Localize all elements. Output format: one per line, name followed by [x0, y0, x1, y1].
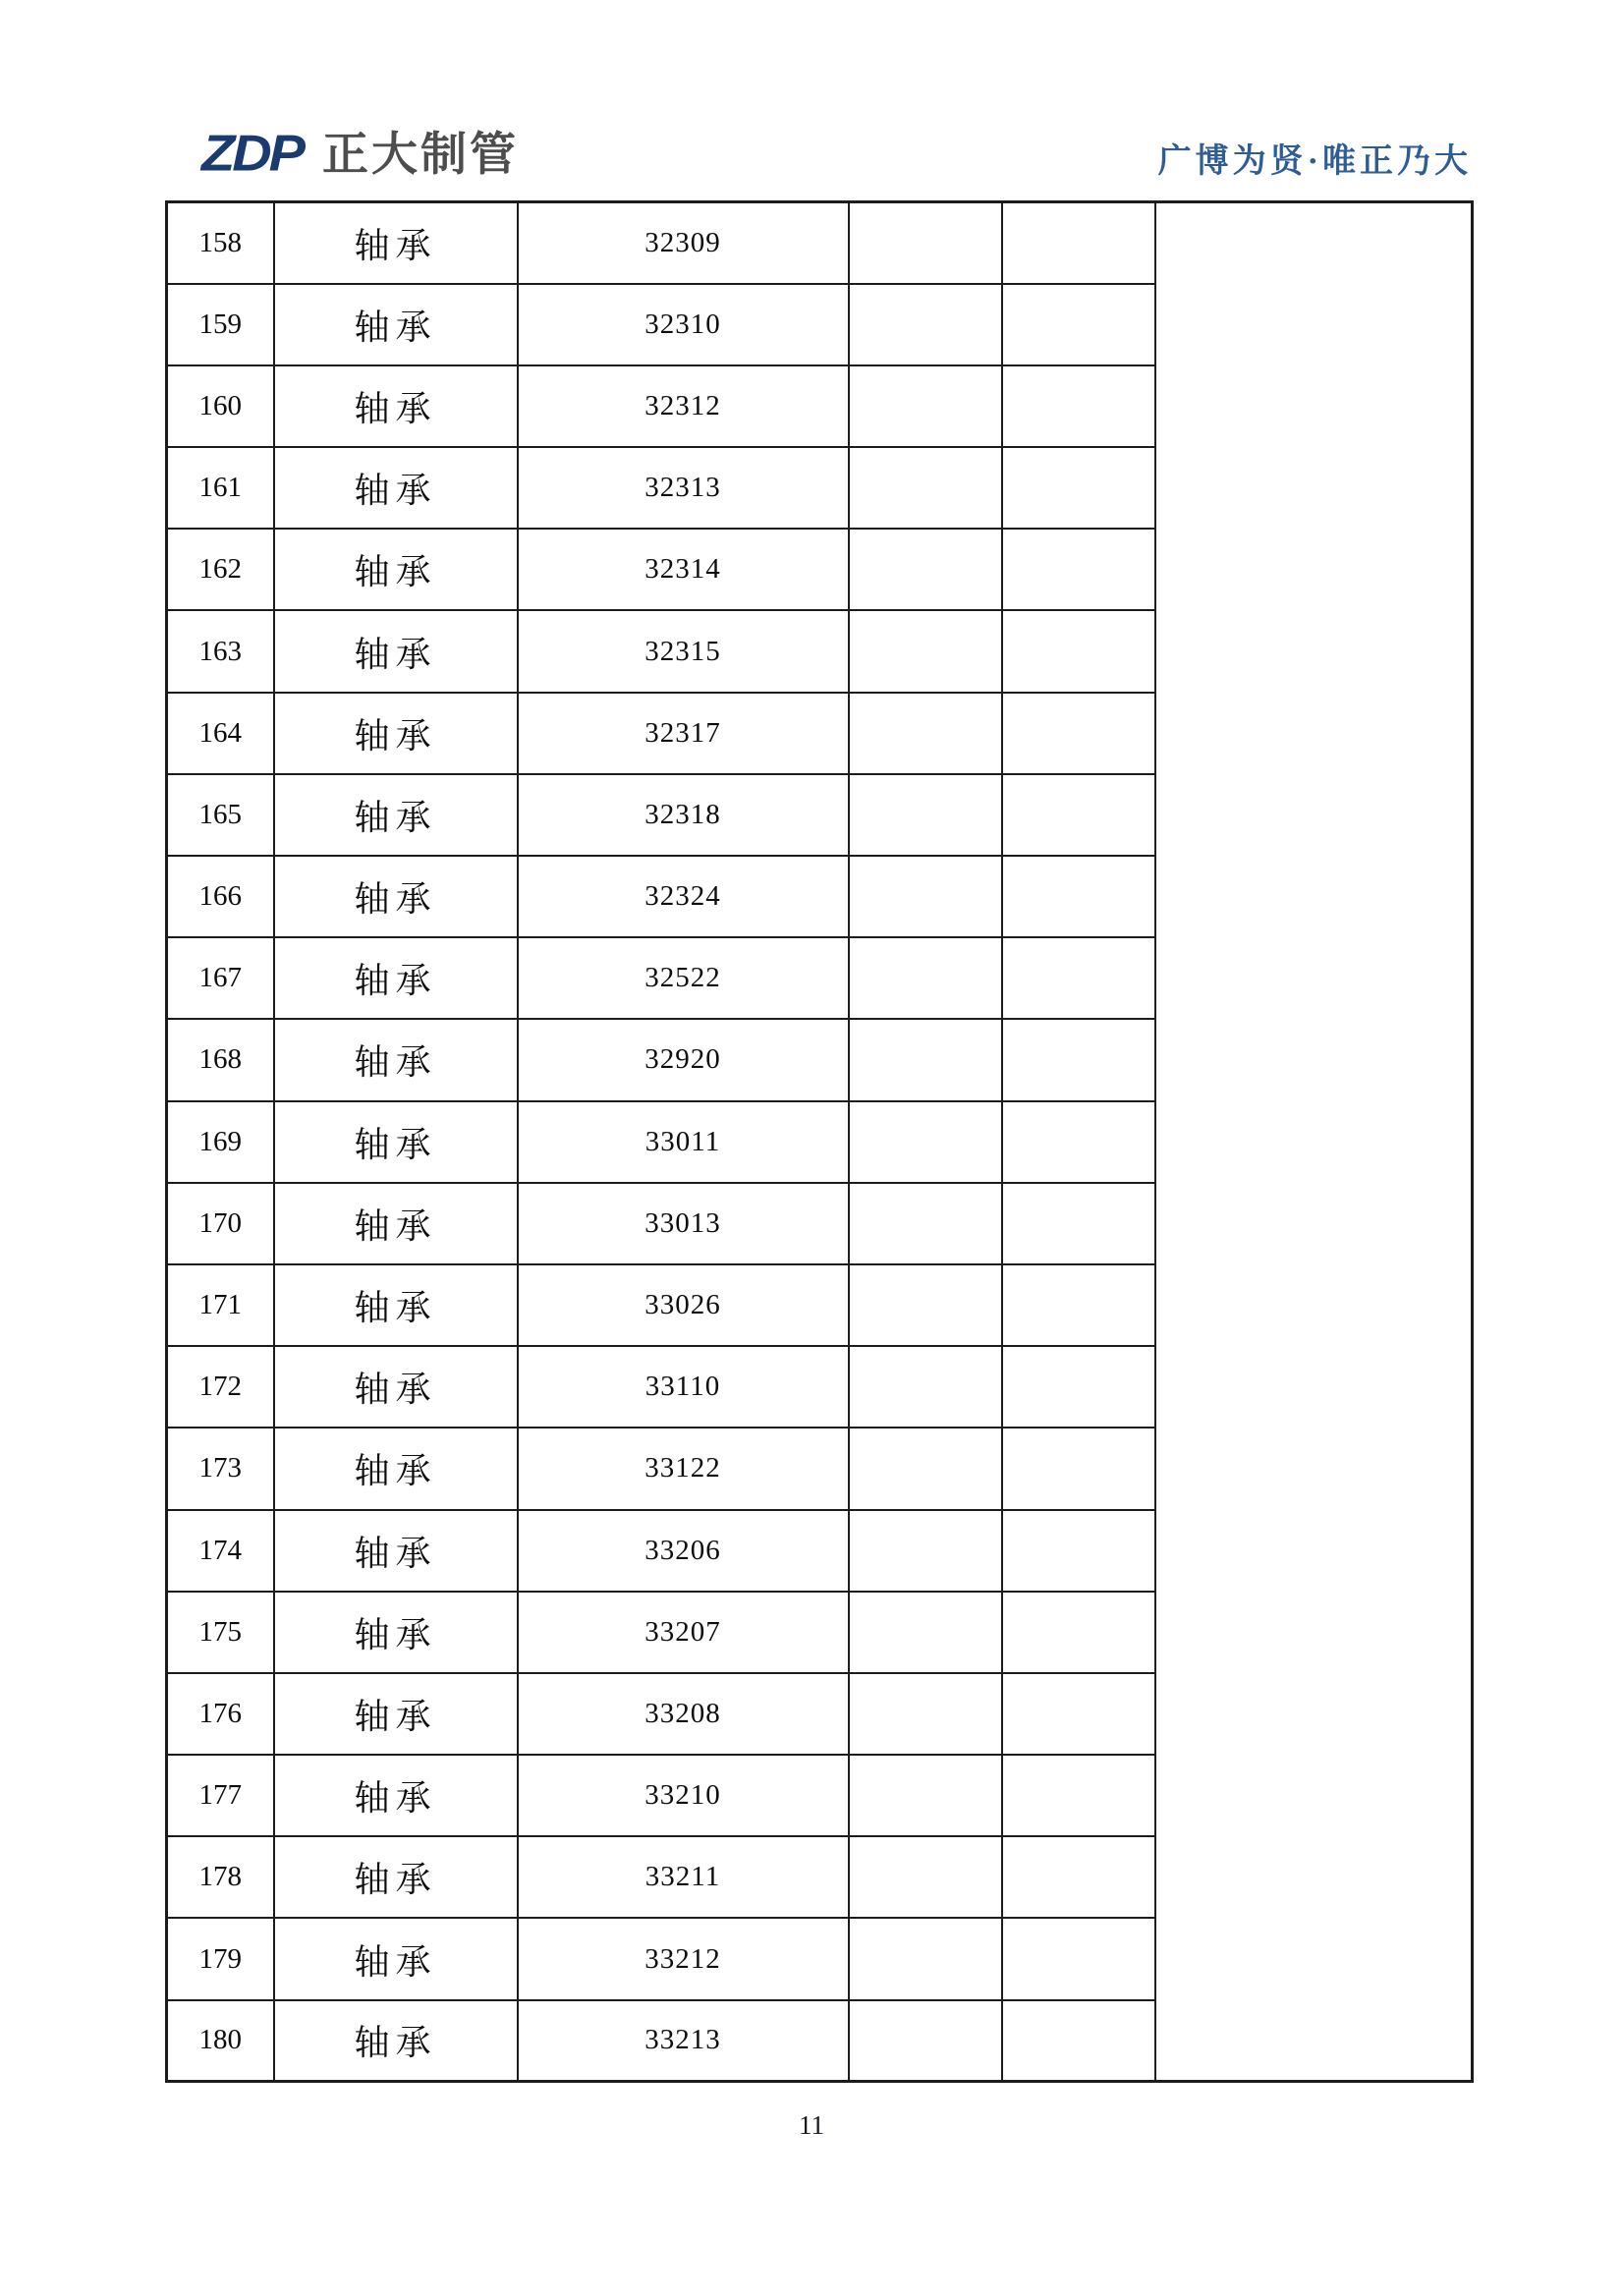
empty-cell-1	[849, 284, 1002, 365]
zdp-logo-icon: ZDP	[201, 124, 303, 182]
company-slogan: 广博为贤·唯正乃大	[1157, 143, 1472, 180]
empty-cell-2	[1002, 1428, 1155, 1509]
model-number-cell: 32313	[518, 447, 849, 529]
empty-cell-1	[849, 1183, 1002, 1264]
empty-cell-1	[849, 1101, 1002, 1183]
empty-cell-1	[849, 202, 1002, 284]
empty-cell-2	[1002, 1918, 1155, 1999]
part-name-cell: 轴承	[274, 447, 518, 529]
row-number-cell: 168	[167, 1019, 274, 1100]
empty-cell-2	[1002, 1346, 1155, 1428]
parts-table-body	[167, 202, 1473, 2082]
model-number-cell: 32522	[518, 937, 849, 1019]
empty-cell-1	[849, 1510, 1002, 1592]
empty-cell-1	[849, 365, 1002, 447]
empty-cell-1	[849, 1346, 1002, 1428]
part-name-cell: 轴承	[274, 2000, 518, 2082]
part-name-cell: 轴承	[274, 1183, 518, 1264]
empty-cell-2	[1002, 1101, 1155, 1183]
row-number-cell: 164	[167, 693, 274, 774]
model-number-cell: 32324	[518, 856, 849, 937]
empty-cell-1	[849, 1755, 1002, 1836]
empty-cell-1	[849, 1264, 1002, 1346]
part-name-cell: 轴承	[274, 693, 518, 774]
row-number-cell: 163	[167, 610, 274, 692]
part-name-cell: 轴承	[274, 1592, 518, 1673]
company-name: 正大制管	[322, 127, 519, 180]
model-number-cell: 33110	[518, 1346, 849, 1428]
model-number-cell: 33210	[518, 1755, 849, 1836]
model-number-cell: 33013	[518, 1183, 849, 1264]
empty-cell-1	[849, 447, 1002, 529]
empty-cell-2	[1002, 529, 1155, 610]
empty-cell-1	[849, 1836, 1002, 1918]
model-number-cell: 32309	[518, 202, 849, 284]
table-row	[167, 202, 1473, 284]
row-number-cell: 160	[167, 365, 274, 447]
empty-cell-2	[1002, 1183, 1155, 1264]
empty-cell-2	[1002, 365, 1155, 447]
empty-cell-2	[1002, 202, 1155, 284]
empty-cell-2	[1002, 610, 1155, 692]
model-number-cell: 32310	[518, 284, 849, 365]
part-name-cell: 轴承	[274, 1510, 518, 1592]
empty-cell-2	[1002, 1510, 1155, 1592]
part-name-cell: 轴承	[274, 1346, 518, 1428]
row-number-cell: 171	[167, 1264, 274, 1346]
empty-cell-1	[849, 937, 1002, 1019]
row-number-cell: 174	[167, 1510, 274, 1592]
row-number-cell: 162	[167, 529, 274, 610]
remarks-merged-cell	[1155, 202, 1473, 2082]
model-number-cell: 33208	[518, 1673, 849, 1755]
empty-cell-2	[1002, 774, 1155, 856]
empty-cell-2	[1002, 937, 1155, 1019]
row-number-cell: 169	[167, 1101, 274, 1183]
part-name-cell: 轴承	[274, 365, 518, 447]
empty-cell-1	[849, 856, 1002, 937]
model-number-cell: 32314	[518, 529, 849, 610]
part-name-cell: 轴承	[274, 1673, 518, 1755]
empty-cell-1	[849, 1918, 1002, 1999]
empty-cell-2	[1002, 1264, 1155, 1346]
part-name-cell: 轴承	[274, 1918, 518, 1999]
row-number-cell: 166	[167, 856, 274, 937]
empty-cell-2	[1002, 1673, 1155, 1755]
model-number-cell: 32317	[518, 693, 849, 774]
part-name-cell: 轴承	[274, 856, 518, 937]
row-number-cell: 173	[167, 1428, 274, 1509]
empty-cell-1	[849, 1019, 1002, 1100]
row-number-cell: 176	[167, 1673, 274, 1755]
row-number-cell: 170	[167, 1183, 274, 1264]
row-number-cell: 178	[167, 1836, 274, 1918]
model-number-cell: 33207	[518, 1592, 849, 1673]
model-number-cell: 33011	[518, 1101, 849, 1183]
empty-cell-2	[1002, 1755, 1155, 1836]
empty-cell-2	[1002, 284, 1155, 365]
part-name-cell: 轴承	[274, 1101, 518, 1183]
empty-cell-1	[849, 1673, 1002, 1755]
part-name-cell: 轴承	[274, 529, 518, 610]
header-logo	[201, 126, 519, 181]
row-number-cell: 167	[167, 937, 274, 1019]
empty-cell-1	[849, 2000, 1002, 2082]
row-number-cell: 177	[167, 1755, 274, 1836]
part-name-cell: 轴承	[274, 284, 518, 365]
row-number-cell: 158	[167, 202, 274, 284]
row-number-cell: 179	[167, 1918, 274, 1999]
model-number-cell: 32920	[518, 1019, 849, 1100]
empty-cell-2	[1002, 1592, 1155, 1673]
model-number-cell: 33213	[518, 2000, 849, 2082]
empty-cell-1	[849, 610, 1002, 692]
part-name-cell: 轴承	[274, 937, 518, 1019]
empty-cell-2	[1002, 693, 1155, 774]
model-number-cell: 33026	[518, 1264, 849, 1346]
part-name-cell: 轴承	[274, 610, 518, 692]
empty-cell-2	[1002, 1836, 1155, 1918]
row-number-cell: 165	[167, 774, 274, 856]
part-name-cell: 轴承	[274, 202, 518, 284]
model-number-cell: 33212	[518, 1918, 849, 1999]
part-name-cell: 轴承	[274, 1428, 518, 1509]
empty-cell-2	[1002, 1019, 1155, 1100]
empty-cell-1	[849, 1428, 1002, 1509]
part-name-cell: 轴承	[274, 1836, 518, 1918]
model-number-cell: 33122	[518, 1428, 849, 1509]
model-number-cell: 32318	[518, 774, 849, 856]
row-number-cell: 172	[167, 1346, 274, 1428]
empty-cell-2	[1002, 2000, 1155, 2082]
page-number: 11	[799, 2110, 824, 2140]
model-number-cell: 32312	[518, 365, 849, 447]
empty-cell-1	[849, 1592, 1002, 1673]
model-number-cell: 32315	[518, 610, 849, 692]
row-number-cell: 180	[167, 2000, 274, 2082]
part-name-cell: 轴承	[274, 1755, 518, 1836]
empty-cell-2	[1002, 447, 1155, 529]
parts-table	[165, 200, 1474, 2083]
empty-cell-1	[849, 693, 1002, 774]
model-number-cell: 33206	[518, 1510, 849, 1592]
row-number-cell: 159	[167, 284, 274, 365]
empty-cell-2	[1002, 856, 1155, 937]
row-number-cell: 175	[167, 1592, 274, 1673]
part-name-cell: 轴承	[274, 774, 518, 856]
model-number-cell: 33211	[518, 1836, 849, 1918]
part-name-cell: 轴承	[274, 1019, 518, 1100]
empty-cell-1	[849, 529, 1002, 610]
empty-cell-1	[849, 774, 1002, 856]
part-name-cell: 轴承	[274, 1264, 518, 1346]
row-number-cell: 161	[167, 447, 274, 529]
